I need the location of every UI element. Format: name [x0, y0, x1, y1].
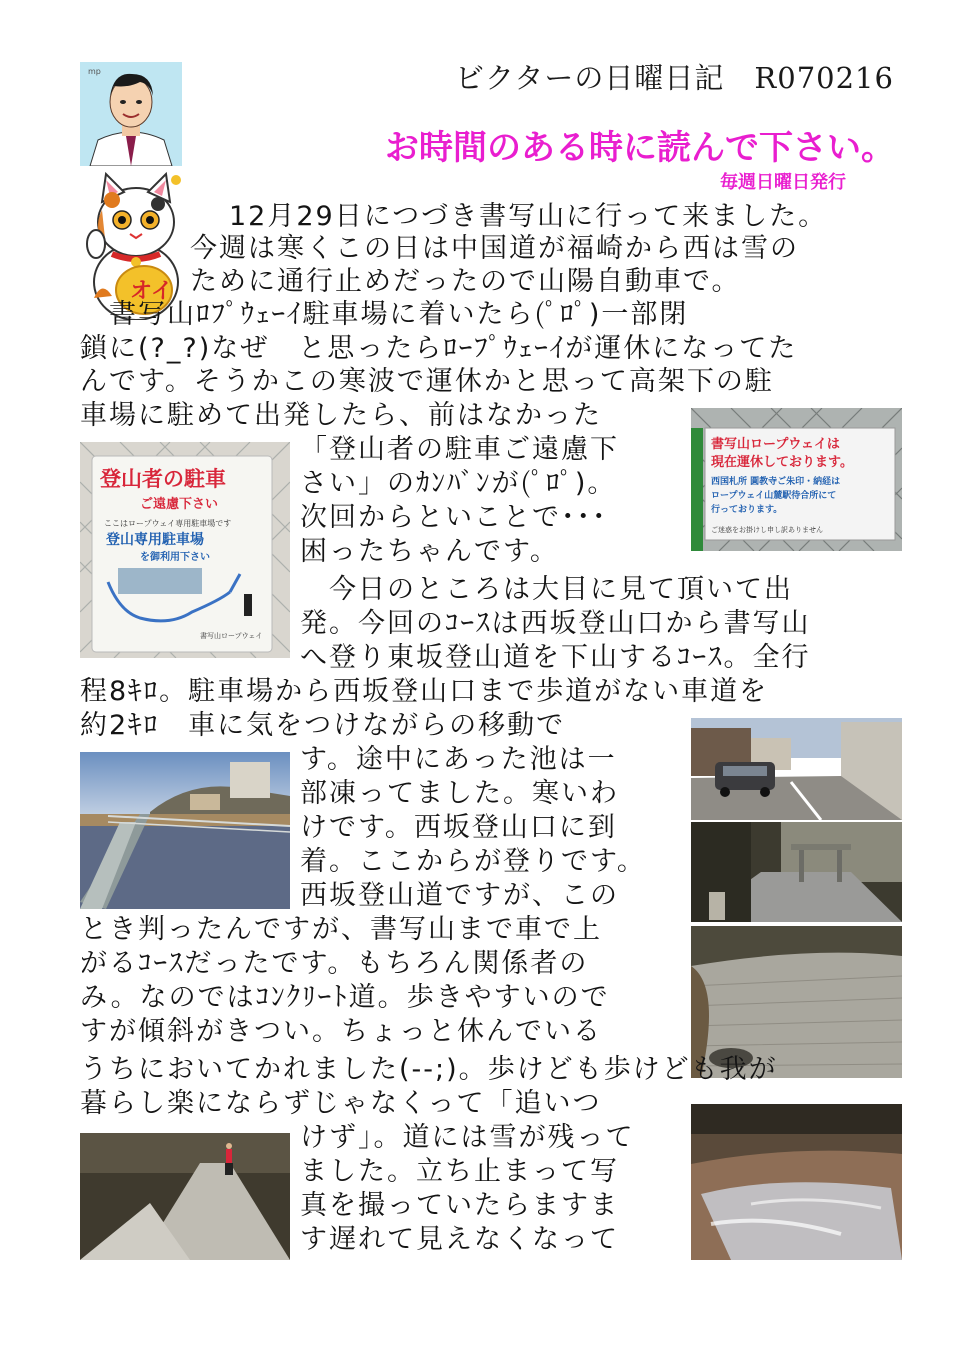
ropeway-sign-line5: 行っております。: [711, 505, 783, 515]
sign-please-use: を御利用下さい: [140, 552, 210, 563]
sign-dedicated-parking: 登山専用駐車場: [106, 532, 204, 548]
text-line: 程8ｷﾛ。駐車場から西坂登山口まで歩道がない車道を: [80, 676, 769, 707]
sign-note: ここはロープウェイ専用駐車場です: [104, 519, 232, 528]
text-line: 「登山者の駐車ご遠慮下: [300, 434, 619, 465]
tagline: お時間のある時に読んで下さい。: [385, 128, 895, 168]
frozen-pond-photo: [80, 752, 290, 909]
text-line: 次回からといことで･･･: [300, 502, 608, 533]
text-line: 今週は寒くこの日は中国道が福崎から西は雪の: [190, 233, 799, 264]
text-line: 12月29日につづき書写山に行って来ました。: [200, 201, 828, 232]
text-line: 車場に駐めて出発したら、前はなかった: [80, 400, 602, 431]
snowy-path-photo: [691, 1104, 902, 1260]
text-line: がるｺｰｽだったです。もちろん関係者の: [80, 948, 589, 979]
road-car-photo: [691, 718, 902, 820]
author-portrait: [80, 62, 182, 166]
text-line: けです。西坂登山口に到: [300, 812, 617, 843]
text-line: す。途中にあった池は一: [300, 744, 617, 775]
svg-text:オイ: オイ: [130, 279, 173, 304]
torii-gate-photo: [691, 822, 902, 922]
ropeway-sign-line2: 現在運休しております。: [711, 455, 853, 470]
text-line: 書写山ﾛﾌﾟｳｪｰｲ駐車場に着いたら(ﾟﾛﾟ)一部閉: [80, 299, 689, 330]
text-line: さい」のｶﾝﾊﾞﾝが(ﾟﾛﾟ)。: [300, 468, 617, 499]
ropeway-sign-line4: ロープウェイ山麓駅待合所にて: [711, 491, 837, 501]
ropeway-closed-sign-photo: [691, 408, 902, 551]
text-line: んです。そうかこの寒波で運休かと思って高架下の駐: [80, 366, 774, 397]
parking-sign-photo: [80, 442, 290, 658]
hiker-trail-photo: [80, 1133, 290, 1260]
text-line: ために通行止めだったので山陽自動車で。: [190, 266, 741, 297]
ropeway-sign-line1: 書写山ロープウェイは: [711, 437, 840, 452]
text-line: 真を撮っていたらますま: [300, 1190, 619, 1221]
sign-subtitle: ご遠慮下さい: [140, 497, 219, 512]
text-line: 西坂登山道ですが、この: [300, 880, 619, 911]
newsletter-title: ビクターの日曜日記 R070216: [455, 61, 894, 95]
ropeway-sign-line6: ご迷惑をお掛けし申し訳ありません: [711, 526, 823, 534]
sign-title: 登山者の駐車: [100, 467, 226, 491]
text-line: すが傾斜がきつい。ちょっと休んでいる: [80, 1016, 602, 1047]
text-line: 鎖に(?_?)なぜ と思ったらﾛｰﾌﾟｳｪｰｲが運休になってた: [80, 333, 798, 364]
text-line: 部凍ってました。寒いわ: [300, 778, 619, 809]
text-line: 困ったちゃんです。: [300, 536, 559, 567]
ropeway-sign-line3: 西国札所 圓教寺ご朱印・納経は: [711, 477, 841, 487]
text-line: 今日のところは大目に見て頂いて出: [300, 574, 793, 605]
publication-frequency: 毎週日曜日発行: [720, 172, 846, 193]
text-line: 暮らし楽にならずじゃなくって「追いつ: [80, 1088, 602, 1119]
text-line: 約2ｷﾛ 車に気をつけながらの移動で: [80, 710, 566, 741]
text-line: うちにおいてかれました(--;)。歩けども歩けども我が: [80, 1054, 778, 1085]
svg-text:mp: mp: [88, 67, 101, 76]
text-line: とき判ったんですが、書写山まで車で上: [80, 914, 602, 945]
text-line: へ登り東坂登山道を下山するｺｰｽ。全行: [300, 642, 811, 673]
text-line: けず」。道には雪が残って: [300, 1122, 635, 1153]
text-line: ました。立ち止まって写: [300, 1156, 619, 1187]
text-line: 発。今回のｺｰｽは西坂登山口から書写山: [300, 608, 811, 639]
text-line: 着。ここからが登りです。: [300, 846, 646, 877]
sign-ropeway-label: 書写山ロープウェイ: [200, 632, 263, 640]
text-line: み。なのではｺﾝｸﾘｰﾄ道。歩きやすいので: [80, 982, 610, 1013]
text-line: す遅れて見えなくなって: [300, 1224, 619, 1255]
